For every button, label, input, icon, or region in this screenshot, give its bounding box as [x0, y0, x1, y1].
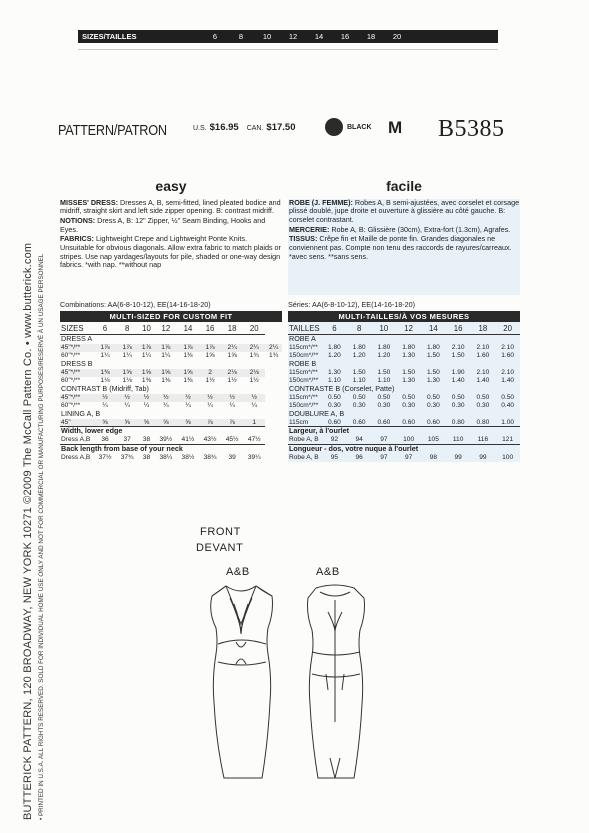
yardage-cell: 0.30: [476, 401, 490, 409]
width-cell: 110: [452, 436, 464, 444]
row-label: 115cm*/**: [289, 343, 318, 351]
misses-text: Dresses A, B, semi-fitted, lined pleated bodice and midriff, straight skirt and left side zipper opening. B: contrast midriff.: [60, 198, 281, 216]
yardage-row: [288, 352, 520, 360]
width-cell: 105: [427, 436, 439, 444]
yardage-cell: 1.20: [352, 351, 366, 359]
yardage-cell: 1½: [227, 376, 237, 384]
length-title-row: [288, 445, 520, 454]
tissus-title: TISSUS:: [289, 234, 318, 244]
yardage-cell: 1¼: [100, 351, 110, 359]
yardage-cell: 1.20: [327, 351, 341, 359]
yardage-cell: 1.50: [352, 368, 366, 376]
yardage-cell: ⅝: [138, 419, 155, 427]
yardage-cell: ½: [155, 394, 177, 402]
size-header-cell: 10: [372, 322, 397, 334]
yardage-cell: 1¼: [141, 351, 152, 359]
size-header-cell: 18: [471, 322, 496, 334]
length-cell: 38½: [181, 453, 195, 461]
yardage-cell: 1.60: [476, 351, 490, 359]
length-cell: 39¼: [247, 453, 261, 461]
section-title: CONTRAST B (Midriff, Tab): [61, 383, 149, 393]
sizes-header-row: [288, 322, 520, 334]
misses-title: MISSES' DRESS:: [60, 198, 119, 207]
yardage-row: [60, 369, 282, 377]
length-cell: 99: [454, 453, 462, 461]
french-heading: facile: [386, 178, 422, 194]
yardage-cell: 0.60: [327, 418, 341, 426]
yardage-cell: ⅝: [177, 419, 199, 427]
width-title-row: [60, 427, 282, 436]
yardage-cell: 1.30: [327, 368, 341, 376]
yardage-cell: 1.80: [402, 343, 416, 351]
french-yardage-table: [288, 322, 520, 461]
yardage-cell: 1¾: [249, 351, 259, 359]
length-title-row: [60, 445, 282, 454]
section-title-row: [288, 385, 520, 394]
width-title: Largeur, à l'ourlet: [288, 427, 520, 436]
length-cell: 98: [429, 453, 438, 461]
yardage-cell: 0.60: [352, 418, 366, 426]
row-label: 45"*/**: [60, 369, 94, 377]
yardage-cell: 1⅜: [141, 376, 152, 384]
yardage-cell: 1¼: [122, 351, 132, 359]
yardage-cell: 1.40: [476, 376, 490, 384]
yardage-cell: 1.40: [501, 376, 515, 384]
size-cell: 18: [366, 32, 376, 41]
size-header-cell: 20: [243, 322, 265, 334]
yardage-cell: 2¼: [221, 344, 243, 352]
english-banner: MULTI-SIZED FOR CUSTOM FIT: [60, 311, 282, 322]
row-label: 45"*/**: [60, 344, 94, 352]
yardage-cell: ½: [177, 394, 199, 402]
color-dot-icon: [325, 118, 343, 136]
sizes-header-row: [60, 322, 282, 334]
yardage-cell: 1.10: [352, 376, 366, 384]
us-label: U.S.: [193, 125, 207, 132]
size-header-cell: 8: [116, 322, 138, 334]
row-label: 150cm*/**: [289, 351, 319, 359]
yardage-row: [288, 344, 520, 352]
width-cell: 47½: [247, 436, 261, 444]
pattern-label: PATTERN/PATRON: [58, 122, 167, 139]
publisher-vertical-text: [22, 180, 34, 820]
length-cell: 96: [355, 453, 363, 461]
width-cell: 92: [330, 436, 339, 444]
row-label: 115cm*/**: [289, 393, 318, 401]
mercerie-text: Robe A, B: Glissière (30cm), Extra-fort (1.3cm), Agrafes.: [331, 224, 511, 234]
english-column: [60, 178, 282, 462]
yardage-cell: ¼: [229, 401, 235, 409]
width-cell: 116: [477, 436, 489, 444]
french-banner: MULTI-TAILLES/À VOS MESURES: [288, 311, 520, 322]
yardage-cell: ¼: [251, 401, 257, 409]
yardage-cell: 1.00: [501, 418, 515, 426]
size-header-cell: 16: [446, 322, 471, 334]
row-label: 60"*/**: [61, 351, 81, 359]
yardage-cell: 1⅞: [155, 344, 177, 352]
yardage-cell: 0.30: [352, 401, 366, 409]
yardage-cell: 1.90: [451, 368, 465, 376]
front-dress-illustration: [196, 582, 286, 782]
yardage-cell: 1⅛: [122, 376, 132, 384]
sizes-label: SIZES: [60, 322, 94, 334]
fabrics-text: Lightweight Crepe and Lightweight Ponte Knits. Unsuitable for obvious diagonals. Allow extra fabric to match plaids or stripes. Use nap yardages/layouts for pile, shaded or one-way design fabrics. *with nap. **without nap: [60, 234, 281, 270]
sizes-label: TAILLES: [288, 322, 322, 334]
width-cell: 37: [123, 436, 131, 444]
section-title: DRESS A: [61, 333, 93, 343]
width-title: Width, lower edge: [60, 427, 265, 436]
width-cell: 36: [101, 436, 109, 444]
can-label: CAN.: [246, 125, 264, 132]
yardage-cell: ½: [94, 394, 116, 402]
notions-paragraph: [60, 217, 282, 234]
sizes-bar: [78, 30, 498, 43]
yardage-cell: 0.80: [451, 418, 465, 426]
yardage-row: [288, 394, 520, 402]
yardage-cell: ¼: [124, 401, 130, 409]
front-view-label: A&B: [226, 566, 250, 578]
yardage-row: [60, 394, 282, 402]
section-title: DOUBLURE A, B: [289, 408, 345, 418]
mercerie-paragraph: [289, 226, 520, 235]
yardage-cell: 1⅞: [116, 344, 138, 352]
yardage-cell: 0.50: [501, 393, 515, 401]
yardage-cell: 2.10: [501, 368, 515, 376]
size-cell: 16: [340, 32, 350, 41]
yardage-cell: 0.60: [426, 418, 440, 426]
row-label: 45": [60, 419, 94, 427]
yardage-cell: 2¼: [265, 344, 282, 352]
yardage-cell: 0.30: [377, 401, 391, 409]
robe-title: ROBE (J. FEMME):: [289, 198, 353, 207]
length-cell: 37¾: [120, 453, 134, 461]
rights-vertical-text: [38, 170, 45, 820]
robe-paragraph: [289, 199, 520, 225]
row-label: 60"*/**: [61, 376, 81, 384]
french-combinations: Séries: AA(6-8-10-12), EE(14-16-18-20): [288, 299, 416, 309]
size-cell: 6: [212, 32, 218, 41]
us-price: $16.95: [209, 122, 239, 133]
yardage-cell: 1½: [249, 376, 259, 384]
section-title-row: [60, 360, 282, 369]
size-cell: 12: [288, 32, 298, 41]
width-title-row: [288, 427, 520, 436]
yardage-cell: ¼: [163, 401, 169, 409]
pattern-number: B5385: [438, 116, 505, 142]
width-cell: 121: [502, 436, 514, 444]
width-cell: 97: [380, 436, 388, 444]
back-dress-illustration: [290, 582, 380, 782]
yardage-cell: 1.40: [451, 376, 465, 384]
row-label: Robe A, B: [289, 453, 319, 461]
back-view-label: A&B: [316, 566, 340, 578]
width-cell: 45½: [225, 436, 239, 444]
yardage-cell: 0.40: [501, 401, 515, 409]
yardage-cell: ⅝: [94, 419, 116, 427]
yardage-cell: ¼: [185, 401, 191, 409]
publisher-line: BUTTERICK PATTERN, 120 BROADWAY, NEW YORK 10271 ©2009 The McCall Pattern Co. • www.butterick.com: [22, 242, 34, 820]
yardage-cell: 1⅜: [183, 376, 193, 384]
length-cell: 38: [142, 453, 151, 461]
yardage-cell: 0.30: [426, 401, 440, 409]
yardage-cell: 1⅝: [116, 369, 138, 377]
section-title: CONTRASTE B (Corselet, Patte): [289, 383, 395, 393]
yardage-cell: 2⅛: [243, 369, 265, 377]
yardage-cell: 1.80: [377, 343, 391, 351]
section-title-row: [60, 385, 282, 394]
english-description: [60, 199, 282, 295]
color-label: BLACK: [347, 124, 372, 131]
row-label: Robe A, B: [289, 436, 319, 444]
top-sizes-strip: [78, 24, 498, 50]
length-title: Longueur - dos, votre nuque à l'ourlet: [288, 445, 520, 454]
section-title: LINING A, B: [61, 408, 101, 418]
sizes-label: SIZES/TAILLES: [82, 32, 137, 41]
yardage-cell: 2: [199, 369, 221, 377]
length-cell: 97: [404, 453, 413, 461]
notions-title: NOTIONS:: [60, 216, 96, 226]
rights-line: • PRINTED IN U.S.A. ALL RIGHTS RESERVED. SOLD FOR INDIVIDUAL HOME USE ONLY AND NOT FOR COMMERCIAL OR MANUFACTURING PURPOSES/RESERVÉ À UN USAGE PERSONNEL: [38, 253, 45, 820]
tissus-paragraph: [289, 235, 520, 261]
yardage-cell: 1½: [205, 376, 215, 384]
section-title: ROBE B: [289, 358, 317, 368]
mercerie-title: MERCERIE:: [289, 224, 330, 234]
length-cell: 38¼: [159, 453, 173, 461]
can-price: $17.50: [266, 122, 296, 133]
yardage-cell: 0.50: [377, 393, 391, 401]
yardage-cell: 1.50: [377, 368, 391, 376]
yardage-cell: 1.30: [426, 376, 440, 384]
size-header-cell: 6: [94, 322, 116, 334]
yardage-cell: ½: [116, 394, 138, 402]
width-cell: 43½: [203, 436, 217, 444]
yardage-cell: 1.20: [377, 351, 391, 359]
yardage-cell: 0.50: [352, 393, 366, 401]
row-label: 150cm*/**: [289, 401, 319, 409]
yardage-cell: ½: [138, 394, 155, 402]
yardage-cell: 0.50: [402, 393, 416, 401]
width-cell: 38: [142, 436, 151, 444]
front-label: FRONT: [200, 526, 241, 538]
yardage-cell: 1.80: [327, 343, 341, 351]
yardage-cell: 1.80: [352, 343, 366, 351]
size-cell: 14: [314, 32, 324, 41]
yardage-cell: 1⅝: [155, 369, 177, 377]
price-line: [193, 122, 295, 133]
yardage-cell: 0.50: [426, 393, 440, 401]
size-header-cell: 12: [155, 322, 177, 334]
section-title-row: [60, 334, 282, 343]
yardage-cell: ¼: [207, 401, 213, 409]
yardage-cell: 1⅞: [94, 344, 116, 352]
yardage-cell: 1: [243, 419, 265, 427]
size-letter: M: [388, 118, 403, 137]
misses-paragraph: [60, 199, 282, 216]
size-header-cell: 20: [495, 322, 520, 334]
row-label: 60"*/**: [61, 401, 81, 409]
yardage-cell: ⅞: [221, 419, 243, 427]
yardage-cell: 1¼: [161, 351, 171, 359]
yardage-cell: 2.10: [476, 343, 490, 351]
size-header-cell: 8: [347, 322, 372, 334]
yardage-cell: 0.50: [476, 393, 490, 401]
yardage-cell: 1.50: [426, 368, 440, 376]
notions-text: Dress A, B: 12" Zipper, ½" Seam Binding, Hooks and Eyes.: [60, 216, 266, 234]
width-cell: 100: [403, 436, 415, 444]
yardage-cell: 2⅛: [221, 369, 243, 377]
length-title: Back length from base of your neck: [60, 445, 265, 454]
length-cell: 95: [330, 453, 339, 461]
section-title-row: [288, 360, 520, 369]
row-label: 115cm: [289, 418, 309, 426]
yardage-cell: 1⅝: [138, 369, 155, 377]
length-row: [288, 454, 520, 462]
yardage-cell: ⅝: [155, 419, 177, 427]
robe-text: Robes A, B semi-ajustées, avec corselet et corsage plissé doublé, jupe droite et ouverture à glissière au côté gauche. B: corselet contrastant.: [289, 198, 520, 225]
yardage-cell: 1⅜: [183, 351, 193, 359]
width-cell: 94: [355, 436, 363, 444]
yardage-cell: 1.50: [402, 368, 416, 376]
row-label: Dress A,B: [61, 436, 91, 444]
yardage-cell: 0.50: [451, 393, 465, 401]
width-cell: 41½: [181, 436, 195, 444]
english-yardage-table: [60, 322, 282, 461]
fabrics-title: FABRICS:: [60, 234, 94, 244]
fabrics-paragraph: [60, 235, 282, 270]
yardage-cell: 1.10: [327, 376, 341, 384]
yardage-cell: 2.10: [476, 368, 490, 376]
yardage-cell: 1⅛: [100, 376, 110, 384]
yardage-cell: ¼: [102, 401, 108, 409]
row-label: 150cm*/**: [289, 376, 319, 384]
size-cell: 10: [262, 32, 272, 41]
size-header-cell: 14: [177, 322, 199, 334]
yardage-cell: ⅞: [199, 419, 221, 427]
section-title-row: [60, 410, 282, 419]
row-label: Dress A,B: [61, 453, 91, 461]
yardage-cell: 1.30: [402, 351, 416, 359]
devant-label: DEVANT: [196, 542, 244, 554]
size-header-cell: 6: [322, 322, 347, 334]
section-title: ROBE A: [289, 333, 316, 343]
size-header-cell: 10: [138, 322, 155, 334]
english-combinations: Combinations: AA(6-8-10-12), EE(14-16-18-20): [60, 299, 211, 309]
section-title: DRESS B: [61, 358, 93, 368]
length-cell: 99: [479, 453, 487, 461]
yardage-row: [288, 369, 520, 377]
yardage-cell: 1⅞: [199, 344, 221, 352]
yardage-cell: 1⅝: [227, 351, 237, 359]
yardage-cell: 1⅞: [138, 344, 155, 352]
tissus-text: Crêpe fin et Maille de ponte fin. Grandes diagonales ne conviennent pas. Compte non tenu des raccords de rayures/carreaux. *avec sens. **sans sens.: [289, 234, 512, 261]
size-cell: 8: [238, 32, 244, 41]
french-column: [288, 178, 520, 462]
yardage-cell: 1⅞: [177, 344, 199, 352]
yardage-cell: ½: [221, 394, 243, 402]
yardage-cell: ¼: [143, 401, 150, 409]
yardage-cell: 2.10: [451, 343, 465, 351]
size-header-cell: 16: [199, 322, 221, 334]
size-header-cell: 18: [221, 322, 243, 334]
yardage-cell: 1⅜: [94, 369, 116, 377]
length-cell: 38¾: [203, 453, 217, 461]
yardage-cell: 1⅝: [177, 369, 199, 377]
size-header-cell: 12: [396, 322, 421, 334]
yardage-row: [60, 352, 282, 360]
section-title-row: [288, 334, 520, 343]
yardage-cell: 0.30: [327, 401, 341, 409]
size-header-cell: 14: [421, 322, 446, 334]
size-cell: 20: [392, 32, 402, 41]
yardage-cell: 0.80: [476, 418, 490, 426]
yardage-cell: 1¾: [269, 351, 279, 359]
yardage-cell: 1.10: [377, 376, 391, 384]
yardage-cell: 0.30: [402, 401, 416, 409]
yardage-cell: ⅝: [116, 419, 138, 427]
yardage-cell: 1.80: [426, 343, 440, 351]
yardage-cell: 0.60: [402, 418, 416, 426]
length-cell: 97: [380, 453, 388, 461]
row-label: 45"*/**: [60, 394, 94, 402]
yardage-cell: 1.50: [426, 351, 440, 359]
french-description: [288, 199, 520, 295]
yardage-cell: 0.60: [377, 418, 391, 426]
yardage-cell: ½: [199, 394, 221, 402]
yardage-cell: 2¼: [243, 344, 265, 352]
length-cell: 39: [228, 453, 236, 461]
yardage-cell: 1⅝: [205, 351, 215, 359]
yardage-row: [60, 344, 282, 352]
row-label: 115cm*/**: [289, 368, 318, 376]
yardage-cell: 1⅜: [161, 376, 171, 384]
yardage-cell: 1.50: [451, 351, 465, 359]
envelope-header: [58, 116, 568, 150]
length-row: [60, 454, 282, 462]
yardage-cell: ½: [243, 394, 265, 402]
width-cell: 39½: [159, 436, 173, 444]
yardage-cell: 1.30: [402, 376, 416, 384]
section-title-row: [288, 410, 520, 419]
yardage-cell: 2.10: [501, 343, 515, 351]
english-heading: easy: [155, 178, 187, 194]
length-cell: 37½: [98, 453, 112, 461]
yardage-cell: 0.30: [451, 401, 465, 409]
length-cell: 100: [502, 453, 514, 461]
yardage-cell: 0.50: [327, 393, 341, 401]
yardage-cell: 1.60: [501, 351, 515, 359]
